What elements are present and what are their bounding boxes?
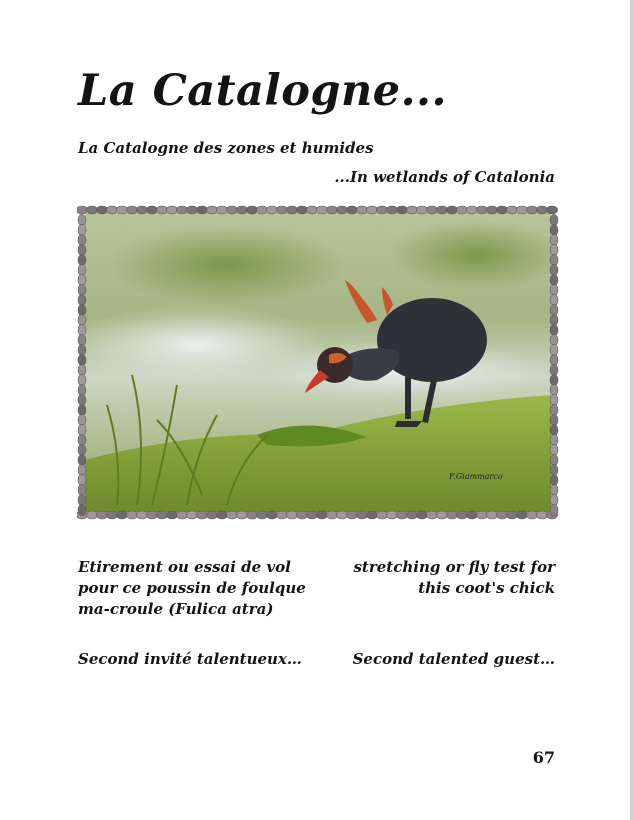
pebble bbox=[78, 345, 86, 356]
pebble bbox=[550, 255, 558, 266]
pebble bbox=[117, 206, 128, 214]
pebble bbox=[550, 465, 558, 476]
subtitle-english: ...In wetlands of Catalonia bbox=[334, 168, 555, 186]
pebble bbox=[78, 255, 86, 266]
pebble bbox=[550, 295, 558, 306]
pebble bbox=[550, 455, 558, 466]
pebble bbox=[487, 206, 498, 214]
pebble bbox=[437, 511, 448, 519]
pebble bbox=[157, 511, 168, 519]
pebble bbox=[447, 511, 458, 519]
pebble bbox=[550, 475, 558, 486]
pebble bbox=[287, 206, 298, 214]
pebble bbox=[550, 495, 558, 506]
pebble bbox=[78, 275, 86, 286]
pebble bbox=[387, 511, 398, 519]
pebble bbox=[550, 355, 558, 366]
pebble bbox=[427, 206, 438, 214]
pebble bbox=[247, 206, 258, 214]
pebble bbox=[517, 511, 528, 519]
pebble bbox=[207, 206, 218, 214]
pebble bbox=[78, 335, 86, 346]
pebble bbox=[457, 206, 468, 214]
pebble bbox=[357, 206, 368, 214]
pebble bbox=[327, 511, 338, 519]
pebble bbox=[550, 285, 558, 296]
pebble bbox=[550, 415, 558, 426]
pebble bbox=[127, 511, 138, 519]
pebble bbox=[397, 511, 408, 519]
pebble bbox=[107, 511, 118, 519]
pebble bbox=[257, 511, 268, 519]
pebble bbox=[507, 511, 518, 519]
pebble bbox=[407, 511, 418, 519]
pebble bbox=[497, 511, 508, 519]
pebble bbox=[167, 511, 178, 519]
pebble bbox=[477, 206, 488, 214]
pebble bbox=[297, 206, 308, 214]
pebble bbox=[78, 465, 86, 476]
pebble bbox=[187, 511, 198, 519]
pebble bbox=[317, 511, 328, 519]
pebble bbox=[337, 511, 348, 519]
pebble bbox=[550, 315, 558, 326]
pebble bbox=[467, 206, 478, 214]
pebble bbox=[307, 511, 318, 519]
pebble bbox=[550, 425, 558, 436]
coot-chick-photo bbox=[77, 205, 559, 520]
pebble bbox=[550, 385, 558, 396]
pebble bbox=[277, 511, 288, 519]
pebble bbox=[550, 245, 558, 256]
pebble bbox=[527, 206, 538, 214]
pebble bbox=[97, 511, 108, 519]
pebble bbox=[77, 206, 88, 214]
pebble bbox=[287, 511, 298, 519]
pebble bbox=[397, 206, 408, 214]
page-number: 67 bbox=[532, 748, 555, 767]
pebble bbox=[78, 355, 86, 366]
pebble bbox=[217, 511, 228, 519]
caption-english: stretching or fly test for this coot's chick bbox=[353, 558, 555, 597]
pebble bbox=[267, 206, 278, 214]
pebble bbox=[337, 206, 348, 214]
pebble bbox=[527, 511, 538, 519]
photo-frame bbox=[77, 205, 559, 520]
pebble bbox=[537, 206, 548, 214]
pebble bbox=[317, 206, 328, 214]
pebble bbox=[78, 405, 86, 416]
pebble bbox=[78, 505, 86, 516]
pebble bbox=[550, 305, 558, 316]
pebble bbox=[78, 395, 86, 406]
pebble bbox=[78, 425, 86, 436]
pebble bbox=[377, 511, 388, 519]
pebble bbox=[78, 235, 86, 246]
pebble bbox=[467, 511, 478, 519]
pebble bbox=[87, 511, 98, 519]
pebble bbox=[550, 395, 558, 406]
pebble bbox=[78, 315, 86, 326]
pebble bbox=[78, 285, 86, 296]
pebble bbox=[550, 375, 558, 386]
pebble bbox=[550, 235, 558, 246]
pebble bbox=[550, 435, 558, 446]
pebble bbox=[550, 445, 558, 456]
pebble bbox=[297, 511, 308, 519]
pebble bbox=[78, 445, 86, 456]
pebble bbox=[367, 511, 378, 519]
pebble bbox=[377, 206, 388, 214]
pebble bbox=[550, 215, 558, 226]
pebble bbox=[457, 511, 468, 519]
pebble bbox=[550, 225, 558, 236]
pebble bbox=[78, 375, 86, 386]
pebble bbox=[237, 511, 248, 519]
pebble bbox=[347, 206, 358, 214]
pebble bbox=[417, 206, 428, 214]
pebble bbox=[187, 206, 198, 214]
pebble bbox=[347, 511, 358, 519]
pebble bbox=[147, 511, 158, 519]
pebble bbox=[247, 511, 258, 519]
pebble bbox=[78, 245, 86, 256]
pebble bbox=[497, 206, 508, 214]
pebble bbox=[447, 206, 458, 214]
pebble bbox=[78, 295, 86, 306]
pebble bbox=[227, 206, 238, 214]
photo-signature: F.Giammarco bbox=[449, 472, 503, 481]
pebble bbox=[167, 206, 178, 214]
pebble bbox=[487, 511, 498, 519]
pebble bbox=[550, 265, 558, 276]
pebble bbox=[78, 385, 86, 396]
pebble bbox=[78, 225, 86, 236]
pebble bbox=[507, 206, 518, 214]
page-title: La Catalogne... bbox=[78, 66, 447, 116]
pebble bbox=[78, 215, 86, 226]
pebble bbox=[307, 206, 318, 214]
pebble bbox=[147, 206, 158, 214]
pebble bbox=[78, 475, 86, 486]
pebble bbox=[157, 206, 168, 214]
pebble bbox=[207, 511, 218, 519]
pebble bbox=[78, 415, 86, 426]
pebble bbox=[237, 206, 248, 214]
guest-line-french: Second invité talentueux… bbox=[78, 650, 302, 668]
pebble bbox=[78, 325, 86, 336]
pebble bbox=[550, 335, 558, 346]
pebble bbox=[87, 206, 98, 214]
pebble bbox=[127, 206, 138, 214]
pebble bbox=[97, 206, 108, 214]
pebble bbox=[367, 206, 378, 214]
pebble bbox=[78, 435, 86, 446]
pebble bbox=[78, 455, 86, 466]
pebble bbox=[177, 206, 188, 214]
pebble bbox=[550, 365, 558, 376]
pebble bbox=[78, 485, 86, 496]
pebble bbox=[407, 206, 418, 214]
guest-line-english: Second talented guest… bbox=[352, 650, 555, 668]
pebble bbox=[267, 511, 278, 519]
pebble bbox=[177, 511, 188, 519]
pebble bbox=[517, 206, 528, 214]
pebble bbox=[107, 206, 118, 214]
pebble bbox=[78, 365, 86, 376]
caption-french: Etirement ou essai de vol pour ce poussin de foulque ma-croule (Fulica atra) bbox=[78, 558, 306, 618]
pebble bbox=[257, 206, 268, 214]
subtitle-french: La Catalogne des zones et humides bbox=[78, 139, 374, 157]
pebble bbox=[227, 511, 238, 519]
pebble bbox=[550, 345, 558, 356]
pebble bbox=[277, 206, 288, 214]
pebble bbox=[477, 511, 488, 519]
pebble bbox=[78, 305, 86, 316]
pebble bbox=[550, 505, 558, 516]
pebble bbox=[550, 405, 558, 416]
pebble bbox=[137, 206, 148, 214]
pebble bbox=[137, 511, 148, 519]
pebble bbox=[550, 485, 558, 496]
pebble bbox=[197, 511, 208, 519]
pebble bbox=[197, 206, 208, 214]
pebble bbox=[550, 325, 558, 336]
pebble bbox=[547, 206, 558, 214]
pebble bbox=[537, 511, 548, 519]
pebble bbox=[78, 265, 86, 276]
pebble bbox=[327, 206, 338, 214]
pebble bbox=[437, 206, 448, 214]
pebble bbox=[387, 206, 398, 214]
pebble bbox=[217, 206, 228, 214]
pebble bbox=[117, 511, 128, 519]
pebble bbox=[357, 511, 368, 519]
pebble bbox=[427, 511, 438, 519]
pebble bbox=[417, 511, 428, 519]
pebble bbox=[550, 275, 558, 286]
pebble bbox=[78, 495, 86, 506]
